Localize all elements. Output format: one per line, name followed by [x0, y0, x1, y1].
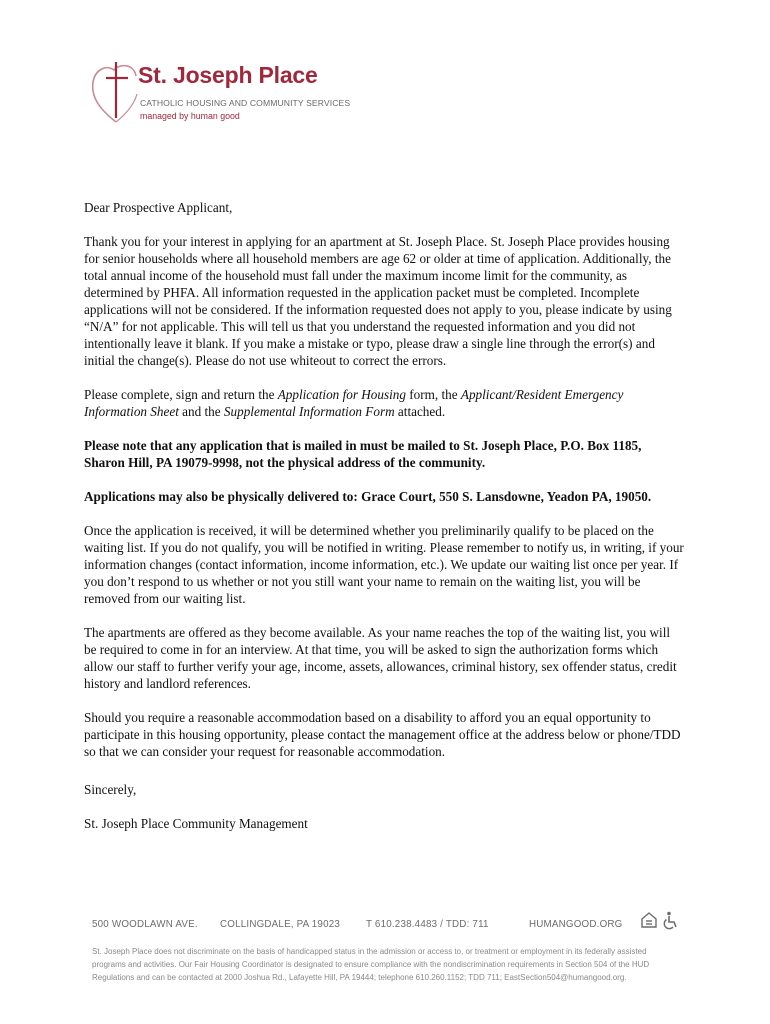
- footer-icons: [640, 911, 680, 931]
- forms-text-3: and the: [178, 404, 224, 419]
- forms-text-4: attached.: [394, 404, 446, 419]
- paragraph-interview: The apartments are offered as they become available. As your name reaches the top of the waiting list, you will be required to come in for an interview. At that time, you will be asked to sign the authorization forms which allow our staff to further verify your age, income, assets, allowances, criminal history, sex offender status, credit history and landlord references.: [84, 625, 677, 691]
- closing: Sincerely,: [84, 782, 137, 797]
- equal-housing-icon: [640, 911, 658, 929]
- paragraph-waiting-list: Once the application is received, it will be determined whether you preliminarily qualify to be placed on the waiting list. If you do not qualify, you will be notified in writing. Please remember to notify us, in writing, if your information changes (contact information, income information, etc.). We update our waiting list once per year. If you don’t respond to us whether or not you still want your name to remain on the waiting list, you will be removed from our waiting list.: [84, 523, 684, 606]
- signature: St. Joseph Place Community Management: [84, 816, 308, 831]
- footer-website: HUMANGOOD.ORG: [529, 919, 623, 930]
- organization-logo: [90, 58, 390, 128]
- paragraph-delivery-address: Applications may also be physically delivered to: Grace Court, 550 S. Lansdowne, Yeadon PA, 19050.: [84, 489, 652, 504]
- wheelchair-accessibility-icon: [661, 911, 679, 931]
- paragraph-forms: [84, 386, 684, 420]
- forms-text-2: form, the: [405, 387, 461, 402]
- logo-subtitle: CATHOLIC HOUSING AND COMMUNITY SERVICES: [140, 98, 351, 108]
- footer-street: 500 WOODLAWN AVE.: [92, 919, 198, 930]
- paragraph-accommodation: Should you require a reasonable accommodation based on a disability to afford you an equal opportunity to participate in this housing opportunity, please contact the management office at the address below or phone/TDD so that we can consider your request for reasonable accommodation.: [84, 710, 681, 759]
- logo-title: St. Joseph Place: [138, 62, 318, 88]
- forms-text-1: Please complete, sign and return the: [84, 387, 278, 402]
- footer-city: COLLINGDALE, PA 19023: [220, 919, 341, 930]
- footer-phone: T 610.238.4483 / TDD: 711: [366, 919, 489, 930]
- logo-managed-by: managed by human good: [140, 111, 240, 121]
- paragraph-eligibility: Thank you for your interest in applying for an apartment at St. Joseph Place. St. Joseph Place provides housing for senior households where all household members are age 62 or older at time of application. Additionally, the total annual income of the household must fall under the maximum income limit for the community, as determined by PHFA. All information requested in the application packet must be completed. Incomplete applications will not be considered. If the information requested does not apply to you, please indicate by using “N/A” for not applicable. This will tell us that you understand the requested information and you did not intentionally leave it blank. If you make a mistake or typo, please draw a single line through the error(s) and initial the change(s). Please do not use whiteout to correct the errors.: [84, 234, 672, 368]
- paragraph-mailing-address: Please note that any application that is mailed in must be mailed to St. Joseph Place, P.O. Box 1185, Sharon Hill, PA 19079-9998, not the physical address of the community.: [84, 438, 642, 470]
- form-application-for-housing: Application for Housing: [277, 387, 406, 402]
- salutation: Dear Prospective Applicant,: [84, 200, 233, 215]
- form-emergency-information-sheet: Applicant/Resident Emergency Information Sheet: [84, 387, 624, 419]
- form-supplemental-information: Supplemental Information Form: [223, 404, 395, 419]
- heart-cross-logo-icon: [90, 58, 142, 128]
- letter-body: [84, 199, 684, 849]
- nondiscrimination-disclaimer: St. Joseph Place does not discriminate on the basis of handicapped status in the admission or access to, or treatment or employment in its federally assisted programs and activities. Our Fair Housing Coordinator is designated to ensure compliance with the nondiscrimination requirements in Section 504 of the HUD Regulations and can be contacted at 2000 Joshua Rd., Lafayette Hill, PA 19444; telephone 610.260.1152; TDD 711; EastSection504@humangood.org.: [92, 947, 650, 982]
